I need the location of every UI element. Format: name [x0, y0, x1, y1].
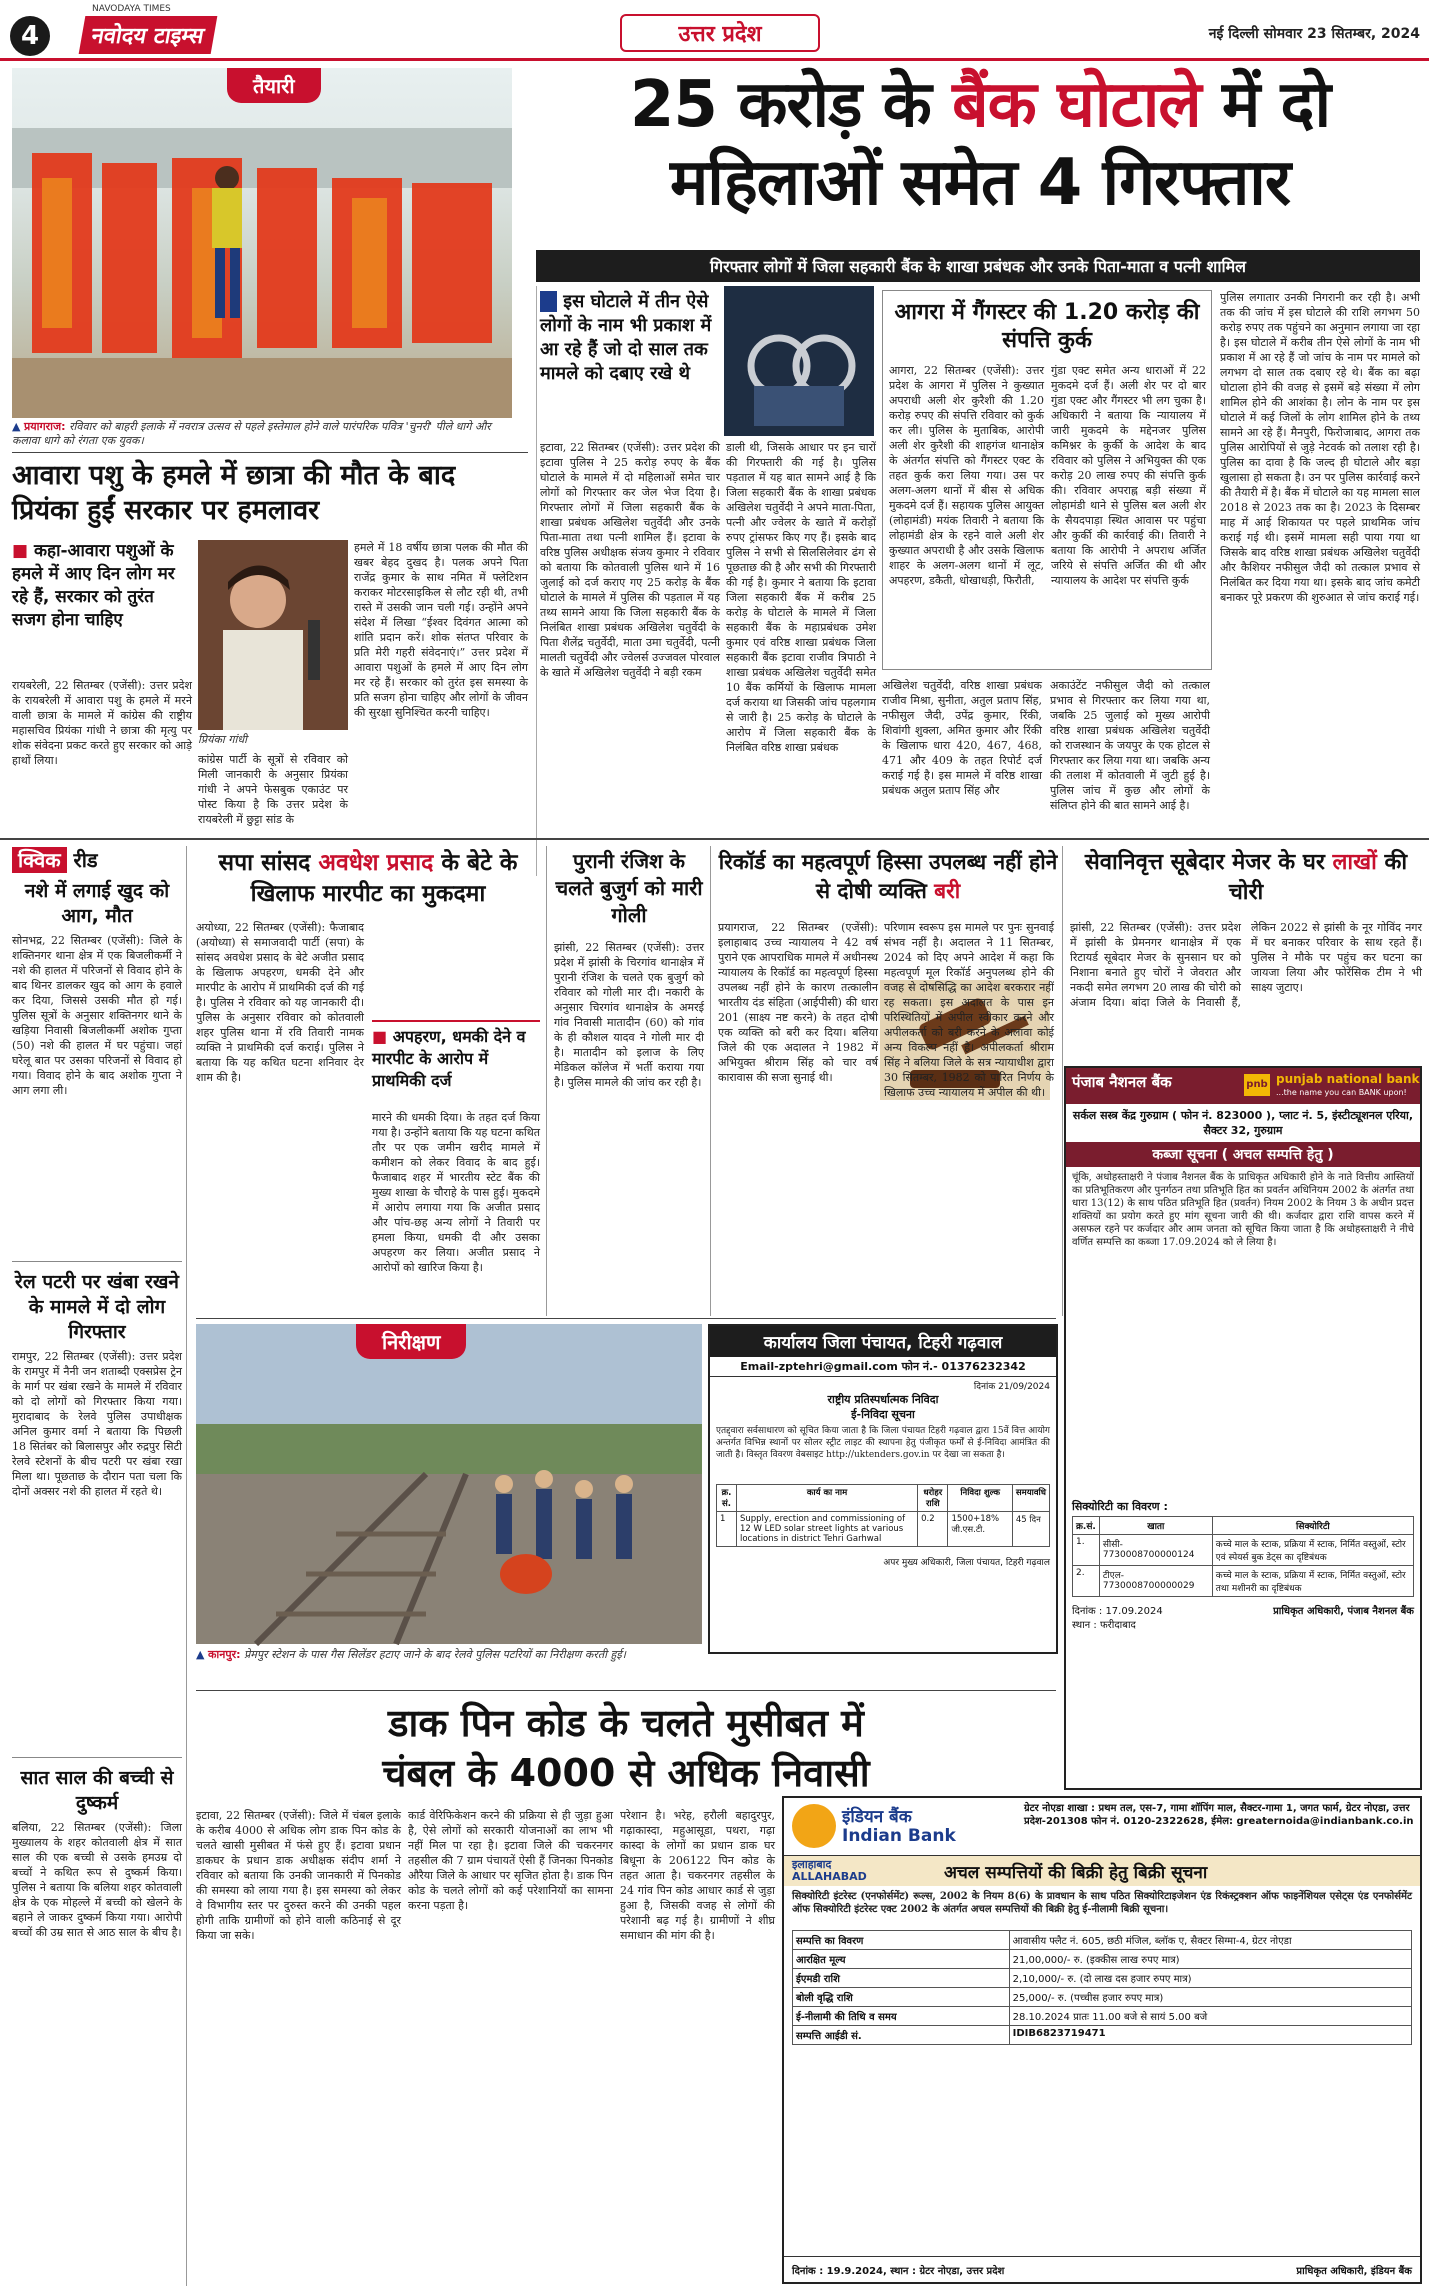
table-row: बोली वृद्धि राशि 25,000/- रु. (पच्चीस हजार रुपए मात्र) [793, 1988, 1412, 2007]
quick-read-item-2-title: रेल पटरी पर खंबा रखने के मामले में दो लोग गिरफ्तार [15, 1271, 179, 1343]
table-row: 1. सीसी- 7730008700000124 कच्चे माल के स्टाक, प्रक्रिया में स्टाक, निर्मित वस्तुओं, स्टोर एवं स्पेयर्स बुक डेट्स का दृष्टिबंधक [1073, 1535, 1414, 1566]
tender-notice-body: एतद्द्वारा सर्वसाधारण को सूचित किया जाता है कि जिला पंचायत टिहरी गढ़वाल द्वारा 15वें वित्त आयोग अन्तर्गत विभिन्न स्थानों पर सोलर स्ट्रीट लाइट की स्थापना हेतु पंजीकृत फर्मों से ई-निविदा आमंत्रित की जाती है। विस्तृत विवरण वेबसाइट http://uktenders.gov.in पर देखा जा सकता है। [716, 1426, 1050, 1460]
record-col-2b [884, 1104, 1054, 1310]
quick-read-item-1-title: नशे में लगाई खुद को आग, मौत [24, 880, 170, 927]
lead-col-5: पुलिस लगातार उनकी निगरानी कर रही है। अभी तक की जांच में इस घोटाले की राशि लगभग 50 करोड़ रुपए तक पहुंचने का अनुमान लगाया जा रहा है। इस घोटाले में करीब तीन ऐसे लोगों के नाम भी प्रकाश में आ रहे हैं जो जांच के नाम पर मामले को लगभग दो साल तक दबाए रहे थे। बैंक का बढ़ा घोटाला होने की वजह से इसमें बड़े संख्या में लोग शामिल होने की आशंका है। लोन के नाम पर इस घोटाले में कई जिलों के लोग शामिल होने के तथ्य सामने आ रहे हैं। मैनपुरी, फिरोजाबाद, आगरा तक पुलिस आरोपियों से जुड़े नेटवर्क को तलाश रही है। पुलिस का दावा है कि जल्द ही घोटाले और बड़ा खुलासा हो सकता है। उन पर पुलिस कार्रवाई करने की तैयारी में है। बैंक में घोटाले का यह मामला साल 2018 से 2023 तक का है। 2023 के दिसम्बर माह में आई शिकायत पर पहले प्राथमिक जांच कराई गई थी। इसमें मामला सही पाया गया था जिसके बाद वरिष्ठ शाखा प्रबंधक अखिलेश चतुर्वेदी और कैशियर नफीसुल जैदी को तत्काल प्रभाव से निलंबित कर दिया गया था। इसके बाद जांच कमेटी बनाकर पूरे प्रकरण की शुरुआत से जांच कराई गई। [1220, 291, 1420, 604]
table-row: ई-नीलामी की तिथि व समय 28.10.2024 प्रातः 11.00 बजे से सायं 5.00 बजे [793, 2007, 1412, 2026]
chunri-dyeing-photo [12, 68, 512, 418]
pnb-name-en: punjab national bank [1276, 1072, 1420, 1086]
tender-notice [708, 1324, 1058, 1654]
table-row: ईएमडी राशि 2,10,000/- रु. (दो लाख दस हजार रुपए मात्र) [793, 1969, 1412, 1988]
railway-inspection-photo [196, 1324, 702, 1644]
indian-bank-logo [792, 1804, 836, 1848]
old-man-body: झांसी, 22 सितम्बर (एजेंसी): उत्तर प्रदेश में झांसी के चिरगांव थानाक्षेत्र में पुरानी रंजिश के चलते एक बुजुर्ग को रविवार को गोली मार दी। नकारी के अनुसार चिरगांव थानाक्षेत्र के अमरई गांव निवासी मातादीन (60) को गांव के ही कौशल यादव ने गोली मार दी है। मातादीन को इलाज के लिए मेडिकल कॉलेज में भर्ती कराया गया है। पुलिस मामले की जांच कर रही है। [554, 941, 704, 1089]
pnb-office: सर्कल सस्त्र केंद्र गुरुग्राम ( फोन नं. 823000 ), प्लाट नं. 5, इंस्टीट्यूशनल एरिया, सैक्टर 32, गुरुग्राम [1072, 1109, 1414, 1137]
tender-table-header: निविदा शुल्क [948, 1485, 1012, 1512]
handcuffs-photo [724, 286, 874, 436]
pnb-notice [1064, 1066, 1422, 1790]
awadhesh-col-1: अयोध्या, 22 सितम्बर (एजेंसी): फैजाबाद (अयोध्या) से समाजवादी पार्टी (सपा) के सांसद अवधेश प्रसाद के बेटे अजीत प्रसाद के खिलाफ अपहरण, धमकी देने और मारपीट के आरोप में प्राथमिकी दर्ज की गई है। पुलिस ने रविवार को यह जानकारी दी। पुलिस के अनुसार रविवार को कोतवाली शहर पुलिस थाना में रवि तिवारी नामक व्यक्ति ने प्राथमिकी दर्ज कराई। पुलिस ने बताया कि यह कथित घटना शनिवार देर शाम की है। [196, 921, 364, 1084]
tender-table-header: क्र. सं. [717, 1485, 737, 1512]
subedar-body: झांसी, 22 सितम्बर (एजेंसी): उत्तर प्रदेश में झांसी के प्रेमनगर थानाक्षेत्र में एक रिटायर्ड सूबेदार मेजर के सुनसान घर को निशाना बनाते हुए चोरों ने जेवरात और नकदी समेत लगभग 20 लाख की चोरी को अंजाम दिया। बांदा जिले के निवासी हैं, लेकिन 2022 से झांसी के नूर गोविंद नगर में घर बनाकर परिवार के साथ रहते हैं। पुलिस ने मौके पर पहुंच कर घटना का जायजा लिया और फोरेंसिक टीम ने भी साक्ष्य जुटाए। [1070, 921, 1422, 1009]
quick-read-column [12, 846, 182, 2286]
pnb-table-header: क्र.सं. [1073, 1517, 1100, 1535]
quick-read-item-1-body: सोनभद्र, 22 सितम्बर (एजेंसी): जिले के शक्तिनगर थाना क्षेत्र में एक बिजलीकर्मी ने नशे की हालत में परिजनों से विवाद होने के बाद थिनर डालकर खुद को आग के हवाले कर दिया, जिससे उसकी मौत हो गई। पुलिस सूत्रों के अनुसार शक्तिनगर थाने के खड़िया निवासी बिजलीकर्मी अशोक गुप्ता (50) नशे की हालत में घर पहुंचा। जहां घरेलू बात पर उसका परिजनों से विवाद हो गया। विवाद होने के बाद अशोक गुप्ता ने आग लगा ली। [12, 934, 182, 1097]
priyanka-quote: ■ कहा-आवारा पशुओं के हमले में आए दिन लोग मर रहे हैं, सरकार को तुरंत सजग होना चाहिए [12, 540, 192, 632]
tender-subtitle: ई-निविदा सूचना [851, 1408, 915, 1421]
record-col-2: परिणाम स्वरूप इस मामले पर पुनः सुनवाई संभव नहीं है। अदालत ने 11 सितम्बर, 2024 को दिए अपने आदेश में कहा कि महत्वपूर्ण मूल रिकॉर्ड अनुपलब्ध होने की वजह से दोषसिद्धि का आदेश बरकरार नहीं रह सकता। इस अदालत के पास इन परिस्थितियों में अपील स्वीकार करने और अपीलकर्ता को बरी करने के अलावा कोई अन्य विकल्प नहीं है। अपीलकर्ता श्रीराम सिंह ने बलिया जिले के सत्र न्यायाधीश द्वारा 30 सितम्बर, 1982 को पारित निर्णय के खिलाफ उच्च न्यायालय में अपील की थी। [884, 921, 1054, 1099]
indian-bank-notice [782, 1796, 1422, 2284]
pnb-tagline: ...the name you can BANK upon! [1276, 1088, 1407, 1097]
pnb-footer-sign: प्राधिकृत अधिकारी, पंजाब नैशनल बैंक [1273, 1606, 1414, 1617]
masthead [0, 0, 1429, 58]
subedar-headline: सेवानिवृत्त सूबेदार मेजर के घर लाखों की चोरी [1084, 850, 1408, 905]
indian-bank-name-hi: इंडियन बैंक [842, 1807, 912, 1827]
pnb-table-header: सिक्योरिटी [1212, 1517, 1413, 1535]
priyanka-photo [198, 540, 348, 730]
lead-highlight: ■ इस घोटाले में तीन ऐसे लोगों के नाम भी प्रकाश में आ रहे हैं जो दो साल तक मामले को दबाए रखे थे [540, 291, 712, 384]
priyanka-col-2: कांग्रेस पार्टी के सूत्रों से रविवार को मिली जानकारी के अनुसार प्रियंका गांधी ने अपने फेसबुक एकाउंट पर पोस्ट किया है कि उत्तर प्रदेश के रायबरेली में छुट्टा सांड के [198, 753, 348, 826]
priyanka-col-1: रायबरेली, 22 सितम्बर (एजेंसी): उत्तर प्रदेश के रायबरेली में आवारा पशु के हमले में मरने वाली छात्रा के मामले में कांग्रेस की राष्ट्रीय महासचिव प्रियंका गांधी ने छात्रा की मृत्यु पर शोक संवेदना प्रकट करते हुए सरकार को आड़े हाथों लिया। [12, 679, 192, 767]
paper-name: नवोदय टाइम्स [79, 16, 218, 54]
awadhesh-highlight: ■ अपहरण, धमकी देने व मारपीट के आरोप में प्राथमिकी दर्ज [372, 1020, 540, 1092]
agra-headline: आगरा में गैंगस्टर की 1.20 करोड़ की संपत्ति कुर्क [894, 300, 1200, 353]
lead-headline: 25 करोड़ के बैंक घोटाले में दो महिलाओं समेत 4 गिरफ्तार [629, 68, 1331, 220]
table-row: सम्पत्ति का विवरण आवासीय फ्लैट नं. 605, छठी मंजिल, ब्लॉक ए, सैक्टर सिग्मा-4, ग्रेटर नोएडा [793, 1931, 1412, 1950]
handcuffs-illustration [724, 286, 874, 436]
pnb-name-hi: पंजाब नैशनल बैंक [1072, 1073, 1172, 1091]
section-title: उत्तर प्रदेश [620, 14, 820, 52]
indian-bank-notice-title: अचल सम्पत्तियों की बिक्री हेतु बिक्री सूचना [944, 1863, 1208, 1883]
railway-illustration [196, 1324, 702, 1644]
photo-label: तैयारी [227, 68, 321, 103]
tender-table [716, 1484, 1050, 1547]
indian-bank-intro: सिक्योरिटी इंटरेस्ट (एनफोर्समेंट) रूल्स, 2002 के नियम 8(6) के प्रावधान के साथ पठित सिक्योरिटाइजेशन एंड रिकंस्ट्रक्शन ऑफ फाइनेंशियल एसेट्स एंड एनफोर्समेंट ऑफ सिक्योरिटी इंटरेस्ट एक्ट 2002 के अंतर्गत अचल सम्पत्तियों की बिक्री हेतु ई-नीलामी बिक्री सूचना। [792, 1891, 1412, 1915]
pnb-security-table [1072, 1516, 1414, 1597]
chunri-illustration [12, 68, 512, 418]
agra-col-1: आगरा, 22 सितम्बर (एजेंसी): उत्तर प्रदेश के आगरा में पुलिस ने कुख्यात अपराधी अली शेर कुरैशी की 1.20 करोड़ रुपए की संपत्ति रविवार को कुर्क कर ली। पुलिस के मुताबिक, आरोपी अली शेर कुरैशी की शाहगंज थानाक्षेत्र के अंतर्गत संपत्ति को गैंगस्टर एक्ट के तहत कुर्क करा लिया गया। उस पर अलग-अलग थानों में बीस से अधिक मुकदमे दर्ज हैं। सहायक पुलिस आयुक्त (लोहामंडी) मयंक तिवारी ने बताया कि लोहामंडी क्षेत्र के रहने वाले अली शेर कुख्यात अपराधी है और उसके खिलाफ शाहर के अलग-अलग थानों में लूट, अपहरण, डकैती, धोखाधड़ी, फिरौती, [889, 364, 1044, 587]
quick-read-item-3-body: बलिया, 22 सितम्बर (एजेंसी): जिला मुख्यालय के शहर कोतवाली क्षेत्र में सात साल की एक बच्ची से उसके हमउम्र दो बच्चों ने कथित रूप से दुष्कर्म किया। पुलिस ने बताया कि बलिया शहर कोतवाली क्षेत्र के एक मोहल्ले में बच्ची को खेलने के बहाने ले जाकर दुष्कर्म किया गया। आरोपी बच्चों की उम्र सात से आठ साल के बीच है। [12, 1821, 182, 1939]
tender-title: राष्ट्रीय प्रतिस्पर्धात्मक निविदा [827, 1393, 939, 1406]
table-row: 1 Supply, erection and commissioning of 12 W LED solar street lights at various locations in district Tehri Garhwal 0.2 1500+18% जी.एस.टी. 45 दिन [717, 1512, 1050, 1547]
pnb-header [1066, 1068, 1420, 1104]
lead-col-2: डाली थी, जिसके आधार पर इन चारों की गिरफ्तारी की गई है। पुलिस पड़ताल में यह बात सामने आई है कि जिला सहकारी बैंक के शाखा प्रबंधक अखिलेश चतुर्वेदी ने अपने माता-पिता, पत्नी और ज्वेलर के खाते में करोड़ों रुपए ट्रांसफर किए गए हैं। इसके बाद पुलिस ने सभी से सिलसिलेवार ढंग से पूछताछ की है और सभी की गिरफ्तारी की गई है। कुमार ने बताया कि इटावा जिला सहकारी बैंक में करीब 25 करोड़ के घोटाले के मामले में जिला सहकारी बैंक के महाप्रबंधक उमेश कुमार एवं वरिष्ठ शाखा प्रबंधक जिला सहकारी बैंक इटावा राजीव त्रिपाठी ने शाखा प्रबंधक अखिलेश चतुर्वेदी समेत 10 बैंक कर्मियों के खिलाफ मामला दर्ज कराया था जिसकी जांच पहलगाम से जारी है। 25 करोड़ के घोटाले के आरोप में जिला सहकारी बैंक के निलंबित वरिष्ठ शाखा प्रबंधक [726, 441, 876, 754]
pnb-footer-place: स्थान : फरीदाबाद [1072, 1620, 1136, 1631]
tender-table-header: कार्य का नाम [736, 1485, 917, 1512]
lead-col-1: इटावा, 22 सितम्बर (एजेंसी): उत्तर प्रदेश की इटावा पुलिस ने 25 करोड़ रुपए के बैंक घोटाले के मामले में दो महिलाओं समेत चार लोगों को गिरफ्तार कर जेल भेज दिया है। गिरफ्तार लोगों में जिला सहकारी बैंक के शाखा प्रबंधक अखिलेश चतुर्वेदी और उनके पिता-माता तथा पत्नी शामिल हैं। इटावा के वरिष्ठ पुलिस अधीक्षक संजय कुमार ने रविवार को बताया कि कोतवाली पुलिस थाने में 16 जुलाई को दर्ज कराए गए 25 करोड़ के बैंक घोटाले के मामले में पुलिस की पड़ताल में यह तथ्य सामने आया कि जिला सहकारी बैंक के निलंबित शाखा प्रबंधक अखिलेश चतुर्वेदी के पिता शैलेंद्र चतुर्वेदी, माता उमा चतुर्वेदी, पत्नी मालती चतुर्वेदी और ज्वेलर्स उज्जवल पोरवाल के खाते में अखिलेश चतुर्वेदी ने बड़ी रकम [540, 441, 720, 679]
dak-col-2: कार्ड वेरिफिकेशन करने की प्रक्रिया से ही जुड़ा हुआ है, ऐसे लोगों को सरकारी योजनाओं का लाभ भी नहीं मिल पा रहा है। इटावा जिले की चकरनगर तहसील की 7 ग्राम पंचायतें ऐसी हैं जिनका पिनकोड औरैया जिले के आधार पर सृजित होता है। डाक पिन कोड के चलते लोगों को कई परेशानियों का सामना करना पड़ता है। [408, 1809, 613, 1912]
priyanka-col-3: हमले में 18 वर्षीय छात्रा पलक की मौत की खबर बेहद दुखद है। पलक अपने पिता राजेंद्र कुमार के साथ नमित में फ्लेटिशन कराकर मोटरसाइकिल से लौट रही थी, तभी रास्ते में उसकी जान चली गई। उन्होंने अपने संदेश में लिखा “ईश्वर दिवंगत आत्मा को शांति प्रदान करें। शोक संतप्त परिवार के प्रति मेरी गहरी संवेदनाएं।” उत्तर प्रदेश में आवारा पशुओं के हमले में आए दिन लोग मर रहे हैं। सरकार को तुरंत इस समस्या के प्रति सजग होना चाहिए और लोगों के जीवन की सुरक्षा सुनिश्चित करनी चाहिए। [354, 541, 528, 719]
agra-col-2: गुंडा एक्ट समेत अन्य धाराओं में 22 मुकदमे दर्ज हैं। अली शेर पर दो बार गुंडा एक्ट और गैंगस्टर भी लग चुका है। अधिकारी ने बताया कि न्यायालय में जारी मुकदमे के मद्देनजर पुलिस कमिश्नर के कुर्की के आदेश के बाद रविवार को पुलिस ने अभियुक्त की एक करोड़ 20 लाख रुपए की संपत्ति कुर्क की। रविवार अपराह्न बड़ी संख्या में लोहामंडी थाने से पुलिस बल अली शेर के सैयदपाड़ा स्थित आवास पर पहुंचा और कुर्की की कार्रवाई की। तिवारी ने बताया कि आरोपी ने अपराध अर्जित जरिये से संपत्ति अर्जित की थी और न्यायालय के आदेश पर संपत्ति कुर्क [1051, 364, 1206, 587]
indian-bank-address: ग्रेटर नोएडा शाखा : प्रथम तल, एस-7, गामा शॉपिंग माल, सैक्टर-गामा 1, जगत फार्म, ग्रेटर नोएडा, उत्तर प्रदेश-201308 फोन नं. 0120-2322628, ईमेल: greaternoida@indianbank.co.in [1024, 1803, 1414, 1827]
priyanka-headline: आवारा पशु के हमले में छात्रा की मौत के बाद प्रियंका हुईं सरकार पर हमलावर [12, 460, 456, 526]
dak-col-3: परेशान है। भरेह, हरौली बहादुरपुर, गढ़ाकास्दा, महुआसूडा, पथरा, गढ़ा कास्दा के लोगों का प्रधान डाक घर बिधूना के 206122 पिन कोड के तहत आता है। चकरनगर तहसील के 24 गांव पिन कोड आधार कार्ड से जुड़ा हुआ है, जिसकी वजह से लोगों की परेशानी बढ़ गई है। ग्रामीणों ने शीघ्र समाधान की मांग की है। [620, 1809, 775, 1942]
allahabad-label: इलाहाबाद ALLAHABAD [792, 1858, 867, 1883]
photo-label: निरीक्षण [356, 1324, 466, 1359]
record-headline: रिकॉर्ड का महत्वपूर्ण हिस्सा उपलब्ध नहीं होने से दोषी व्यक्ति बरी [718, 850, 1058, 903]
page-number-badge: 4 [10, 16, 50, 56]
pnb-table-title: सिक्योरिटी का विवरण : [1072, 1500, 1168, 1513]
dateline: नई दिल्ली सोमवार 23 सितम्बर, 2024 [1208, 26, 1420, 42]
agra-story-box [882, 290, 1212, 670]
dak-headline: डाक पिन कोड के चलते मुसीबत में चंबल के 4000 से अधिक निवासी [382, 1701, 870, 1795]
pnb-notice-title: कब्जा सूचना ( अचल सम्पत्ति हेतु ) [1066, 1142, 1420, 1167]
priyanka-illustration [198, 540, 348, 730]
pnb-table-header: खाता [1099, 1517, 1212, 1535]
awadhesh-headline: सपा सांसद अवधेश प्रसाद के बेटे के खिलाफ मारपीट का मुकदमा [218, 850, 518, 907]
record-col-1: प्रयागराज, 22 सितम्बर (एजेंसी): इलाहाबाद उच्च न्यायालय ने 42 वर्ष पुराने एक आपराधिक मामले में अधीनस्थ न्यायालय के रिकॉर्ड का महत्वपूर्ण हिस्सा उपलब्ध नहीं होने के कारण तत्कालीन भारतीय दंड संहिता (आईपीसी) की धारा 201 (साक्ष्य नष्ट करने) के तहत दोषी एक व्यक्ति को बरी कर दिया। बलिया जिले की एक अदालत ने 1982 में अभियुक्त श्रीराम सिंह को चार वर्ष कारावास की सजा सुनाई थी। [718, 921, 878, 1084]
tender-email: Email-zptehri@gmail.com फोन नं.- 01376232342 [710, 1357, 1056, 1377]
table-row: 2. टीएल- 7730008700000029 कच्चे माल के स्टाक, प्रक्रिया में स्टाक, निर्मित वस्तुओं, स्टोर तथा मशीनरी का दृष्टिबंधक [1073, 1566, 1414, 1597]
inspection-caption: ▲ कानपुर: प्रेमपुर स्टेशन के पास गैस सिलेंडर हटाए जाने के बाद रेलवे पुलिस पटरियों का निरीक्षण करती हुई। [196, 1648, 626, 1661]
priyanka-photo-caption: प्रियंका गांधी [198, 733, 247, 746]
indian-bank-footer-date: दिनांक : 19.9.2024, स्थान : ग्रेटर नोएडा, उत्तर प्रदेश [792, 2266, 1005, 2277]
tender-table-header: समयावधि [1012, 1485, 1049, 1512]
indian-bank-footer-sign: प्राधिकृत अधिकारी, इंडियन बैंक [1296, 2266, 1412, 2277]
tender-office: कार्यालय जिला पंचायत, टिहरी गढ़वाल [710, 1326, 1056, 1357]
tender-signature: अपर मुख्य अधिकारी, जिला पंचायत, टिहरी गढ़वाल [883, 1558, 1050, 1568]
tender-table-header: धरोहर राशि [918, 1485, 948, 1512]
quick-read-label: क्विक रीड [12, 846, 182, 873]
old-man-headline: पुरानी रंजिश के चलते बुजुर्ग को मारी गोली [555, 849, 703, 927]
table-row: आरक्षित मूल्य 21,00,000/- रु. (इक्कीस लाख रुपए मात्र) [793, 1950, 1412, 1969]
pnb-logo: pnb [1244, 1074, 1270, 1096]
lead-col-4: अकाउंटेंट नफीसुल जैदी को तत्काल प्रभाव से गिरफ्तार कर लिया गया था, जबकि 25 जुलाई को मुख्य आरोपी वरिष्ठ शाखा प्रबंधक अखिलेश चतुर्वेदी को राजस्थान के जयपुर के एक होटल से गिरफ्तार कर लिया गया था। जबकि अन्य की तलाश में कोतवाली में जुटी हुई है। पुलिस जांच में कुछ और लोगों के संलिप्त होने की बात सामने आई है। [1050, 679, 1210, 812]
table-row: सम्पत्ति आईडी सं. IDIB6823719471 [793, 2026, 1412, 2045]
paper-label: NAVODAYA TIMES [92, 4, 171, 14]
dak-col-1: इटावा, 22 सितम्बर (एजेंसी): जिले में चंबल इलाके के करीब 4000 से अधिक लोग डाक पिन कोड के चलते खासी मुसीबत में फंसे हुए हैं। इटावा प्रधान डाकघर के प्रधान डाक अधीक्षक संदीप शर्मा ने रविवार को बताया कि उनकी जानकारी में पिनकोड की समस्या को लाया गया है। इस समस्या को लेकर वे विभागीय स्तर पर दुरुस्त करने की उनकी पहल होगी ताकि ग्रामीणों को होने वाली कठिनाई से दूर किया जा सके। [196, 1809, 401, 1942]
pnb-body: चूंकि, अधोहस्ताक्षरी ने पंजाब नैशनल बैंक के प्राधिकृत अधिकारी होने के नाते वित्तीय आस्तियों का प्रतिभूतिकरण और पुनर्गठन तथा प्रतिभूति हित का प्रवर्तन अधिनियम 2002 के अंतर्गत तथा धारा 13(12) के साथ पठित प्रतिभूति हित (प्रवर्तन) नियम 2002 के नियम 3 के अधीन प्रदत्त शक्तियों का प्रयोग करते हुए मांग सूचना जारी की थी। कर्जदार द्वारा राशि वापस करने में असफल रहने पर कर्जदार और आम जनता को सूचित किया जाता है कि अधोहस्ताक्षरी ने नीचे वर्णित सम्पत्ति का कब्जा 17.09.2024 को ले लिया है। [1072, 1172, 1414, 1248]
pnb-footer-date: दिनांक : 17.09.2024 [1072, 1606, 1163, 1617]
quick-read-item-3-title: सात साल की बच्ची से दुष्कर्म [20, 1767, 174, 1814]
tender-date: दिनांक 21/09/2024 [973, 1382, 1050, 1392]
quick-read-item-2-body: रामपुर, 22 सितम्बर (एजेंसी): उत्तर प्रदेश के रामपुर में नैनी जन शताब्दी एक्सप्रेस ट्रेन के मार्ग पर खंबा रखने के मामले में रविवार को दो लोगों को गिरफ्तार किया गया। मुरादाबाद के रेलवे पुलिस उपाधीक्षक अनिल कुमार वर्मा ने बताया कि पिछली 18 सितंबर को बिलासपुर और रुद्रपुर सिटी रेलवे स्टेशनों के बीच पटरी पर खंबा रखा मिला था। पूछताछ के दौरान पता चला कि दोनों अक्सर नशे की हालत में रहते थे। [12, 1350, 182, 1498]
indian-bank-auction-table [792, 1930, 1412, 2045]
top-photo-caption: ▲ प्रयागराज: रविवार को बाहरी इलाके में नवरात्र उत्सव से पहले इस्तेमाल होने वाले पारंपरिक पवित्र 'चुनरी' पीले धागे और कलावा धागे को रंगता एक युवक। [12, 420, 491, 447]
awadhesh-col-2: मारने की धमकी दिया। के तहत दर्ज किया गया है। उन्होंने बताया कि यह घटना कथित तौर पर एक जमीन खरीद मामले में कमीशन को लेकर विवाद के बाद हुई। फैजाबाद शहर में भारतीय स्टेट बैंक की मुख्य शाखा के चौराहे के पास हुई। मुकदमे में आरोप लगाया गया कि अजीत प्रसाद और पांच-छह अन्य लोगों ने तिवारी पर हमला किया, धमकी दी और उसका अपहरण कर लिया। अजीत प्रसाद ने आरोपों को खारिज किया है। [372, 1111, 540, 1274]
lead-col-3: अखिलेश चतुर्वेदी, वरिष्ठ शाखा प्रबंधक राजीव मिश्रा, सुनीता, अतुल प्रताप सिंह, नफीसुल जैदी, उपेंद्र कुमार, रिंकी, शिवांगी शुक्ला, अमित कुमार और रिंकी के खिलाफ धारा 420, 467, 468, 471 और 409 के तहत रिपोर्ट दर्ज कराई गई है। इस मामले में वरिष्ठ शाखा प्रबंधक अतुल प्रताप सिंह और [882, 679, 1042, 797]
indian-bank-name-en: Indian Bank [842, 1826, 956, 1846]
lead-subhead: गिरफ्तार लोगों में जिला सहकारी बैंक के शाखा प्रबंधक और उनके पिता-माता व पत्नी शामिल [536, 250, 1420, 282]
